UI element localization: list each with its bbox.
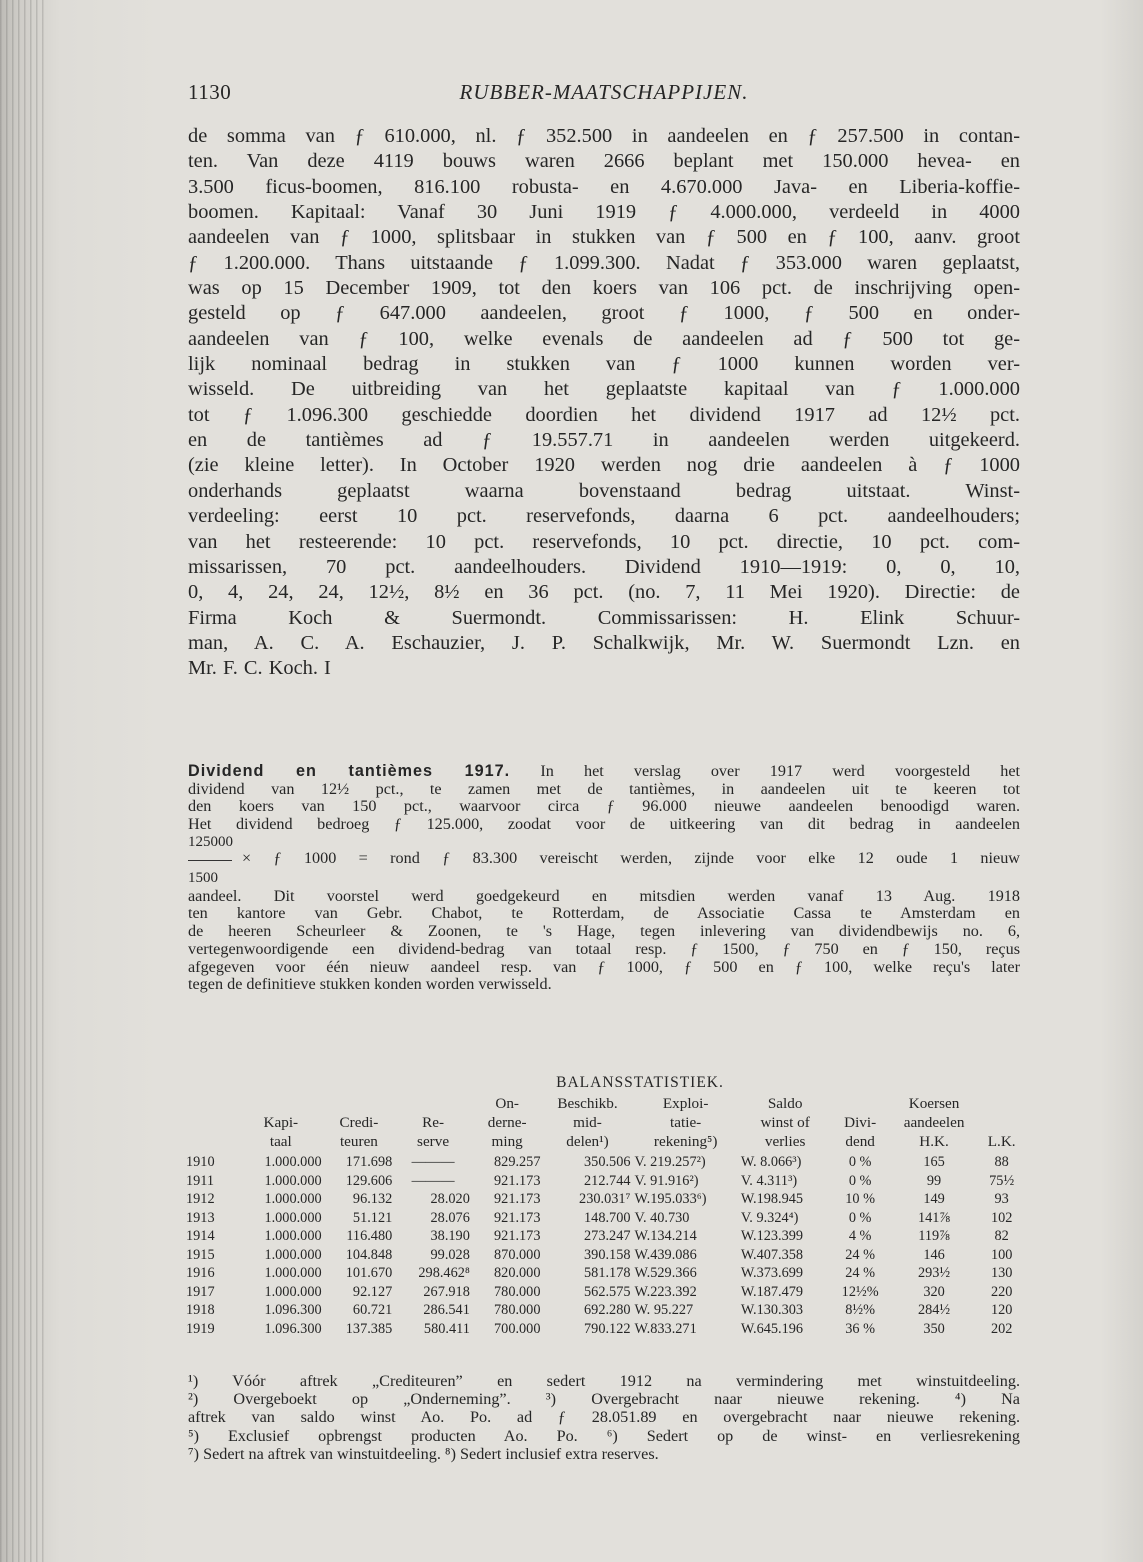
body-line: verdeeling: eerst 10 pct. reservefonds, daarna 6 pct. aandeelhouders; (188, 505, 1020, 528)
column-header (184, 1094, 238, 1113)
column-header (394, 1094, 472, 1113)
table-cell: 212.744 (584, 1172, 631, 1189)
table-cell: V. 91.916²) (634, 1172, 699, 1189)
table-cell: 104.848 (345, 1246, 393, 1263)
table-cell: 350 (923, 1320, 945, 1337)
table-cell: W. 95.227 (634, 1302, 694, 1318)
table-cell: 12½% (841, 1283, 879, 1300)
table-cell: 92.127 (352, 1283, 393, 1300)
table-cell: 1.000.000 (264, 1209, 322, 1226)
table-cell: 202 (990, 1320, 1013, 1337)
table-cell: 562.575 (584, 1283, 631, 1300)
table-cell: W.130.303 (740, 1302, 804, 1318)
body-line: aandeelen van ƒ 1000, splitsbaar in stukken van ƒ 500 en ƒ 100, aanv. groot (188, 226, 1020, 249)
column-header: delen¹) (566, 1133, 609, 1150)
table-cell: 99.028 (430, 1246, 470, 1263)
table-cell: 165 (923, 1154, 945, 1170)
table-cell: 320 (923, 1283, 945, 1300)
table-cell: 790.122 (584, 1320, 631, 1337)
table-cell: 1914 (186, 1228, 215, 1244)
footnote-line: aftrek van saldo winst Ao. Po. ad ƒ 28.051.89 en overgebracht naar nieuwe rekening. (188, 1408, 1020, 1427)
body-line: gesteld op ƒ 647.000 aandeelen, groot ƒ 1000, ƒ 500 en onder- (188, 302, 1020, 325)
column-header: teuren (339, 1133, 378, 1150)
section-line: ten kantore van Gebr. Chabot, te Rotterdam, de Associatie Cassa te Amsterdam en (188, 904, 1020, 923)
fraction-bar (188, 860, 232, 861)
table-cell: 141⅞ (917, 1209, 951, 1226)
column-header (324, 1094, 395, 1113)
body-line: missarissen, 70 pct. aandeelhouders. Dividend 1910—1919: 0, 0, 10, (188, 555, 1020, 578)
section-line: tegen de definitieve stukken konden worden verwisseld. (188, 975, 552, 994)
table-cell: 921.173 (494, 1209, 541, 1226)
dividend-section (188, 763, 1020, 994)
table-row (184, 1153, 1024, 1172)
table-cell: 116.480 (346, 1228, 393, 1244)
table-cell: 0 % (848, 1209, 872, 1226)
table-cell: 700.000 (494, 1320, 541, 1337)
body-line: boomen. Kapitaal: Vanaf 30 Juni 1919 ƒ 4.000.000, verdeeld in 4000 (188, 201, 1020, 224)
table-cell: 829.257 (494, 1154, 541, 1170)
section-line: de heeren Scheurleer & Zoonen, te 's Hage, tegen inlevering van dividendbewijs no. 6, (188, 922, 1020, 941)
table-cell: 93 (994, 1191, 1009, 1207)
table-cell: 119⅞ (918, 1228, 950, 1244)
table-cell: 230.031⁷ (579, 1191, 631, 1207)
table-cell: 390.158 (584, 1246, 631, 1263)
table-cell: W.529.366 (634, 1265, 697, 1281)
table-cell: ——— (411, 1154, 455, 1170)
table-cell: 284½ (917, 1302, 951, 1318)
table-cell: 51.121 (352, 1209, 393, 1226)
book-spine-shadow (0, 0, 48, 1562)
table-cell: W.833.271 (634, 1320, 697, 1337)
table-cell: 1916 (186, 1265, 215, 1281)
table-cell: 148.700 (584, 1209, 631, 1226)
table-row (184, 1320, 1024, 1339)
table-cell: 38.190 (430, 1228, 470, 1244)
table-cell: 149 (923, 1191, 945, 1207)
column-header: On- (495, 1095, 519, 1112)
section-line: vertegenwoordigende een dividend-bedrag van totaal resp. ƒ 1500, ƒ 750 en ƒ 150, reçus (188, 939, 1020, 958)
table-cell: 10 % (845, 1191, 876, 1207)
column-header: H.K. (919, 1133, 949, 1150)
section-title: Dividend en tantièmes 1917. (188, 762, 511, 780)
column-header: dend (845, 1133, 875, 1150)
column-header: tatie- (670, 1114, 702, 1131)
table-header-row (184, 1132, 1024, 1153)
table-cell: 130 (990, 1265, 1013, 1281)
column-header (184, 1132, 238, 1153)
table-cell: W.123.399 (740, 1228, 804, 1244)
table-cell: 1910 (186, 1154, 215, 1170)
column-header: Kapi- (263, 1114, 299, 1131)
table-cell: 220 (990, 1283, 1013, 1300)
table-cell: 28.076 (430, 1209, 470, 1226)
body-line: was op 15 December 1909, tot den koers van 106 pct. de inschrijving open- (188, 277, 1020, 300)
column-header (979, 1094, 1024, 1113)
body-line: van het resteerende: 10 pct. reservefonds, 10 pct. directie, 10 pct. com- (188, 530, 1020, 553)
body-line: ten. Van deze 4119 bouws waren 2666 beplant met 150.000 hevea- en (188, 150, 1020, 173)
body-line: Firma Koch & Suermondt. Commissarissen: H. Elink Schuur- (188, 606, 1020, 629)
body-line: wisseld. De uitbreiding van het geplaatste kapitaal van ƒ 1.000.000 (188, 378, 1020, 401)
table-cell: W.187.479 (740, 1283, 804, 1300)
table-cell: 24 % (845, 1246, 876, 1263)
table-row (184, 1190, 1024, 1209)
table-cell: 870.000 (494, 1246, 541, 1263)
column-header: ming (491, 1133, 523, 1150)
table-cell: 780.000 (494, 1302, 541, 1318)
body-text (188, 124, 1020, 682)
column-header: Exploi- (662, 1095, 709, 1112)
footnote-line: ¹) Vóór aftrek „Crediteuren” en sedert 1912 na vermindering met winstuitdeeling. (188, 1372, 1020, 1390)
table-cell: 692.280 (584, 1302, 631, 1318)
table-cell: 780.000 (494, 1283, 541, 1300)
body-line: ƒ 1.200.000. Thans uitstaande ƒ 1.099.300. Nadat ƒ 353.000 waren geplaatst, (188, 251, 1020, 274)
table-cell: 96.132 (352, 1191, 393, 1207)
fraction-numerator: 125000 (188, 833, 233, 850)
column-header: mid- (573, 1114, 602, 1131)
table-cell: 1.000.000 (264, 1283, 322, 1300)
table-row (184, 1264, 1024, 1283)
section-lines-a (188, 781, 1020, 834)
table-cell: 0 % (848, 1154, 872, 1170)
table-cell: 171.698 (345, 1154, 393, 1170)
table-cell: W.195.033⁶) (634, 1191, 707, 1207)
table-cell: 1.000.000 (264, 1191, 322, 1207)
table-row (184, 1246, 1024, 1265)
table-cell: W.407.358 (740, 1246, 804, 1263)
table-cell: 267.918 (423, 1283, 470, 1300)
body-line: en de tantièmes ad ƒ 19.557.71 in aandeelen werden uitgekeerd. (188, 429, 1020, 452)
table-cell: 1.000.000 (264, 1246, 322, 1263)
column-header (184, 1113, 238, 1132)
column-header (832, 1094, 889, 1113)
table-header-row (184, 1113, 1024, 1132)
table-cell: 1.000.000 (264, 1154, 322, 1170)
column-header: derne- (487, 1114, 527, 1131)
body-line: Mr. F. C. Koch. I (188, 657, 331, 680)
section-lines-b (188, 888, 1020, 994)
table-cell: V. 4.311³) (740, 1172, 798, 1189)
table-cell: 921.173 (494, 1191, 541, 1207)
table-cell: 4 % (848, 1228, 872, 1244)
table-cell: 36 % (845, 1320, 876, 1337)
body-line: de somma van ƒ 610.000, nl. ƒ 352.500 in aandeelen en ƒ 257.500 in contan- (188, 125, 1020, 147)
table-cell: 75½ (989, 1172, 1015, 1189)
body-line: onderhands geplaatst waarna bovenstaand bedrag uitstaat. Winst- (188, 479, 1020, 502)
table-cell: W.134.214 (634, 1228, 697, 1244)
table-header (184, 1094, 1024, 1153)
table-cell: W.373.699 (740, 1265, 804, 1281)
table-cell: W.645.196 (740, 1320, 804, 1337)
table-cell: 137.385 (345, 1320, 393, 1337)
table-cell: 1918 (186, 1302, 215, 1318)
table-cell: W.198.945 (740, 1191, 804, 1207)
body-line: tot ƒ 1.096.300 geschiedde doordien het dividend 1917 ad 12½ pct. (188, 403, 1020, 426)
table-cell: 921.173 (494, 1228, 541, 1244)
table-cell: 350.506 (584, 1154, 631, 1170)
column-header: L.K. (987, 1133, 1016, 1150)
table-cell: 60.721 (352, 1302, 393, 1318)
column-header: Saldo (767, 1095, 803, 1112)
balance-statistics-table (184, 1094, 1024, 1338)
fraction-text: × ƒ 1000 = rond ƒ 83.300 vereischt werden, zijnde voor elke 12 oude 1 nieuw (242, 848, 1020, 867)
column-header: Re- (422, 1114, 445, 1131)
column-header: aandeelen (903, 1114, 965, 1131)
section-line-1: In het verslag over 1917 werd voorgesteld het (540, 762, 1020, 780)
table-cell: 88 (994, 1154, 1009, 1170)
table-cell: ——— (411, 1172, 455, 1189)
table-row (184, 1209, 1024, 1228)
body-line: aandeelen van ƒ 100, welke evenals de aandeelen ad ƒ 500 tot ge- (188, 327, 1020, 350)
table-row (184, 1283, 1024, 1302)
table-cell: 1.096.300 (264, 1320, 322, 1337)
table-cell: 1917 (186, 1283, 215, 1300)
table-cell: 129.606 (345, 1172, 393, 1189)
table-cell: 1.000.000 (264, 1228, 322, 1244)
column-header: serve (417, 1133, 450, 1150)
column-header: Koersen (908, 1095, 960, 1112)
table-cell: V. 219.257²) (634, 1154, 706, 1170)
footnotes (188, 1372, 1020, 1463)
table-title: BALANSSTATISTIEK. (556, 1074, 724, 1091)
fraction-denominator: 1500 (188, 869, 218, 886)
footnote-line: ²) Overgeboekt op „Onderneming”. ³) Overgebracht naar nieuwe rekening. ⁴) Na (188, 1390, 1020, 1409)
table-cell: 286.541 (423, 1302, 470, 1318)
table-cell: V. 40.730 (634, 1209, 690, 1226)
table-cell: 146 (923, 1246, 945, 1263)
table-cell: 273.247 (584, 1228, 631, 1244)
body-line: 3.500 ficus-boomen, 816.100 robusta- en 4.670.000 Java- en Liberia-koffie- (188, 175, 1020, 198)
table-cell: W.223.392 (634, 1283, 697, 1300)
table-cell: 99 (926, 1172, 942, 1189)
page-header (188, 80, 1020, 110)
table-cell: 581.178 (584, 1265, 631, 1281)
table-cell: 1913 (186, 1209, 215, 1226)
body-line: 0, 4, 24, 24, 12½, 8½ en 36 pct. (no. 7, 11 Mei 1920). Directie: de (188, 581, 1020, 604)
column-header: rekening⁵) (653, 1133, 718, 1150)
table-cell: 1912 (186, 1191, 215, 1207)
table-cell: 1.000.000 (264, 1172, 322, 1189)
column-header: taal (269, 1133, 292, 1150)
table-row (184, 1301, 1024, 1320)
table-body (184, 1153, 1024, 1338)
section-line: dividend van 12½ pct., te zamen met de tantièmes, in aandeelen uit te keeren tot (188, 779, 1020, 798)
column-header (238, 1094, 324, 1113)
section-line: Het dividend bedroeg ƒ 125.000, zoodat voor de uitkeering van dit bedrag in aandeelen (188, 815, 1020, 834)
footnote-line: ⁷) Sedert na aftrek van winstuitdeeling. ⁸) Sedert inclusief extra reserves. (188, 1444, 659, 1463)
column-header: Beschikb. (557, 1095, 618, 1112)
section-first-line (188, 763, 1020, 781)
column-header: Divi- (844, 1114, 877, 1131)
table-cell: 101.670 (345, 1265, 393, 1281)
fraction-block (188, 834, 1020, 888)
table-cell: 293½ (917, 1265, 951, 1281)
table-cell: 1915 (186, 1246, 215, 1263)
table-cell: 820.000 (494, 1265, 541, 1281)
table-row (184, 1227, 1024, 1246)
table-cell: 82 (994, 1228, 1009, 1244)
column-header: Credi- (339, 1114, 379, 1131)
section-line: aandeel. Dit voorstel werd goedgekeurd en mitsdien werden vanaf 13 Aug. 1918 (188, 886, 1020, 905)
body-line: lijk nominaal bedrag in stukken van ƒ 1000 kunnen worden ver- (188, 353, 1020, 376)
table-cell: 8½% (845, 1302, 876, 1318)
table-cell: 1911 (186, 1172, 215, 1189)
column-header: verlies (764, 1133, 806, 1150)
table-cell: 298.462⁸ (418, 1265, 470, 1281)
section-line: den koers van 150 pct., waarvoor circa ƒ 96.000 nieuwe aandeelen benoodigd waren. (188, 797, 1020, 816)
body-line: man, A. C. A. Eschauzier, J. P. Schalkwijk, Mr. W. Suermondt Lzn. en (188, 631, 1020, 654)
table-cell: 120 (990, 1302, 1013, 1318)
table-cell: W.439.086 (634, 1246, 697, 1263)
table-cell: 0 % (848, 1172, 872, 1189)
table-cell: 28.020 (430, 1191, 470, 1207)
table-cell: W. 8.066³) (740, 1154, 802, 1170)
page-number: 1130 (188, 80, 232, 104)
body-line: (zie kleine letter). In October 1920 werden nog drie aandeelen à ƒ 1000 (188, 454, 1020, 477)
column-header: winst of (760, 1114, 810, 1131)
table-cell: 921.173 (494, 1172, 541, 1189)
running-title: RUBBER-MAATSCHAPPIJEN. (459, 80, 749, 104)
table-cell: 1919 (186, 1320, 215, 1337)
table-cell: 1.000.000 (264, 1265, 322, 1281)
table-cell: 1.096.300 (264, 1302, 322, 1318)
table-cell: 24 % (845, 1265, 876, 1281)
table-row (184, 1172, 1024, 1191)
section-line: afgegeven voor één nieuw aandeel resp. van ƒ 1000, ƒ 500 en ƒ 100, welke reçu's later (188, 957, 1020, 976)
table-cell: 100 (990, 1246, 1013, 1263)
table-cell: 102 (990, 1209, 1013, 1226)
table-header-row (184, 1094, 1024, 1113)
table-cell: 580.411 (423, 1320, 470, 1337)
table-cell: V. 9.324⁴) (740, 1209, 799, 1226)
footnote-line: ⁵) Exclusief opbrengst producten Ao. Po. ⁶) Sedert op de winst- en verliesrekening (188, 1426, 1020, 1445)
column-header (979, 1113, 1024, 1132)
